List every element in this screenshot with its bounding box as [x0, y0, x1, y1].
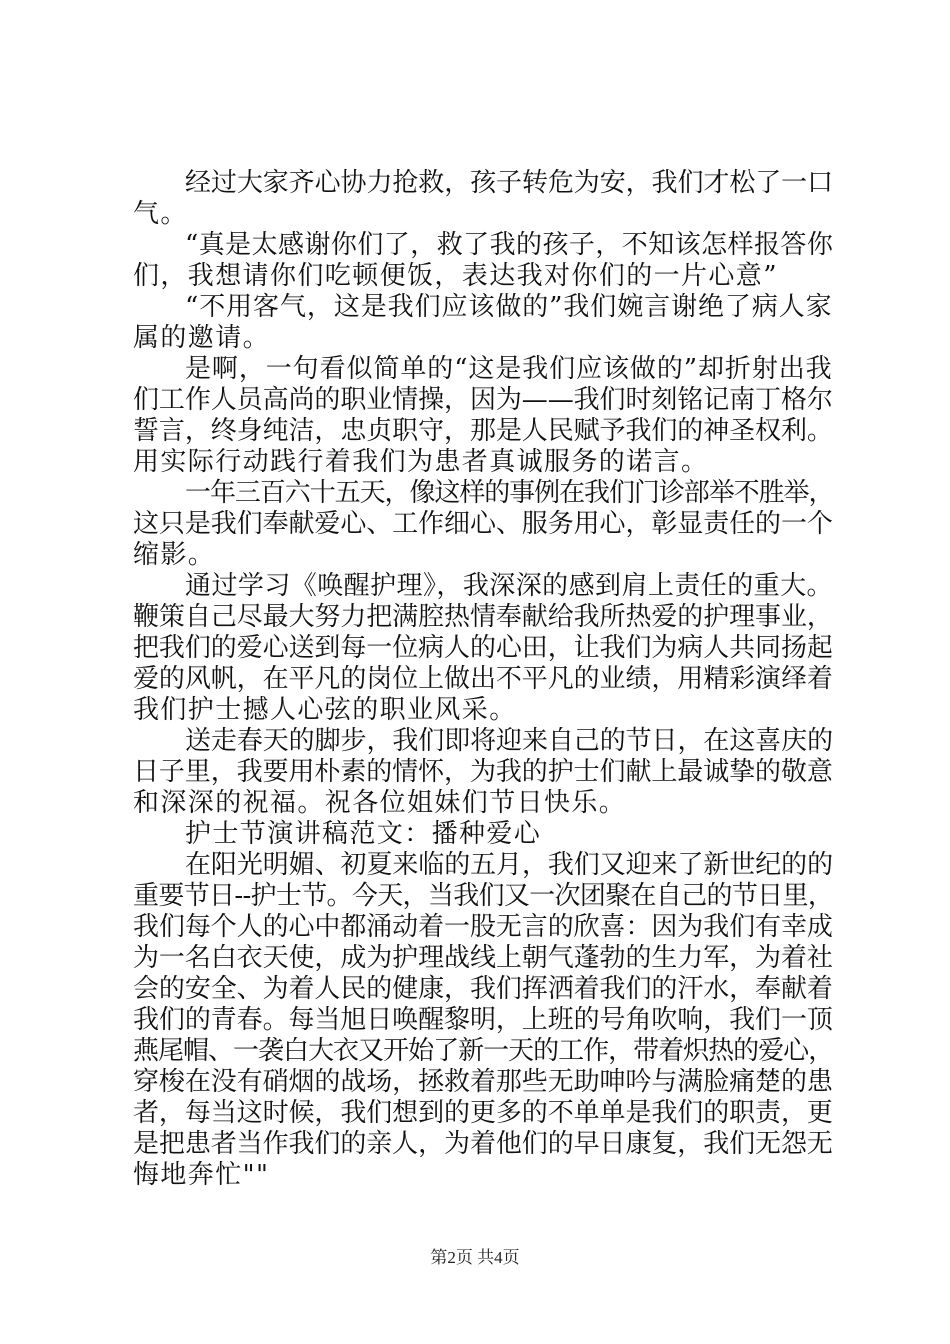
text-line: 会的安全、为着人民的健康，我们挥洒着我们的汗水，奉献着	[133, 974, 833, 1004]
text-line: 是把患者当作我们的亲人，为着他们的早日康复，我们无怨无	[133, 1129, 833, 1159]
text-line: 护士节演讲稿范文：播种爱心	[185, 819, 542, 849]
text-line: 日子里，我要用朴素的情怀，为我的护士们献上最诚挚的敬意	[133, 757, 833, 787]
text-line: 我们的青春。每当旭日唤醒黎明，上班的号角吹响，我们一顶	[133, 1005, 833, 1035]
text-line: 燕尾帽、一袭白大衣又开始了新一天的工作，带着炽热的爱心，	[133, 1036, 834, 1066]
text-line: 属的邀请。	[133, 323, 271, 353]
text-line: 缩影。	[133, 540, 216, 570]
text-line: “真是太感谢你们了，救了我的孩子，不知该怎样报答你	[185, 230, 834, 260]
text-line: 们工作人员高尚的职业情操，因为——我们时刻铭记南丁格尔	[133, 385, 833, 415]
text-line: 一年三百六十五天，像这样的事例在我们门诊部举不胜举，	[185, 478, 834, 508]
text-line: 是啊，一句看似简单的“这是我们应该做的”却折射出我	[185, 354, 833, 384]
text-line: 悔地奔忙""	[133, 1160, 270, 1190]
text-line: 把我们的爱心送到每一位病人的心田，让我们为病人共同扬起	[133, 633, 833, 663]
text-line: 在阳光明媚、初夏来临的五月，我们又迎来了新世纪的的	[185, 850, 834, 880]
page-footer	[0, 1247, 950, 1269]
text-line: 爱的风帆，在平凡的岗位上做出不平凡的业绩，用精彩演绎着	[133, 664, 833, 694]
document-body	[133, 168, 833, 1191]
text-line: 用实际行动践行着我们为患者真诚服务的诺言。	[133, 447, 709, 477]
text-line: 通过学习《唤醒护理》，我深深的感到肩上责任的重大。	[185, 571, 834, 601]
text-line: 鞭策自己尽最大努力把满腔热情奉献给我所热爱的护理事业，	[133, 602, 833, 632]
text-line: 重要节日--护士节。今天，当我们又一次团聚在自己的节日里，	[133, 881, 834, 911]
text-line: 誓言，终身纯洁，忠贞职守，那是人民赋予我们的神圣权利。	[133, 416, 833, 446]
text-line: 们，我想请你们吃顿便饭，表达我对你们的一片心意”	[133, 261, 778, 291]
text-line: 气。	[133, 199, 188, 229]
text-line: 经过大家齐心协力抢救，孩子转危为安，我们才松了一口	[185, 168, 834, 198]
text-line: 我们每个人的心中都涌动着一股无言的欣喜：因为我们有幸成	[133, 912, 833, 942]
text-line: 穿梭在没有硝烟的战场，拯救着那些无助呻吟与满脸痛楚的患	[133, 1067, 833, 1097]
text-line: 者，每当这时候，我们想到的更多的不单单是我们的职责，更	[133, 1098, 833, 1128]
text-line: “不用客气，这是我们应该做的”我们婉言谢绝了病人家	[185, 292, 833, 322]
page-number-indicator: 第2页 共4页	[430, 1248, 520, 1267]
text-line: 为一名白衣天使，成为护理战线上朝气蓬勃的生力军，为着社	[133, 943, 833, 973]
text-line: 我们护士撼人心弦的职业风采。	[133, 695, 517, 725]
text-line: 这只是我们奉献爱心、工作细心、服务用心，彰显责任的一个	[133, 509, 833, 539]
text-line: 送走春天的脚步，我们即将迎来自己的节日，在这喜庆的	[185, 726, 834, 756]
text-line: 和深深的祝福。祝各位姐妹们节日快乐。	[133, 788, 627, 818]
